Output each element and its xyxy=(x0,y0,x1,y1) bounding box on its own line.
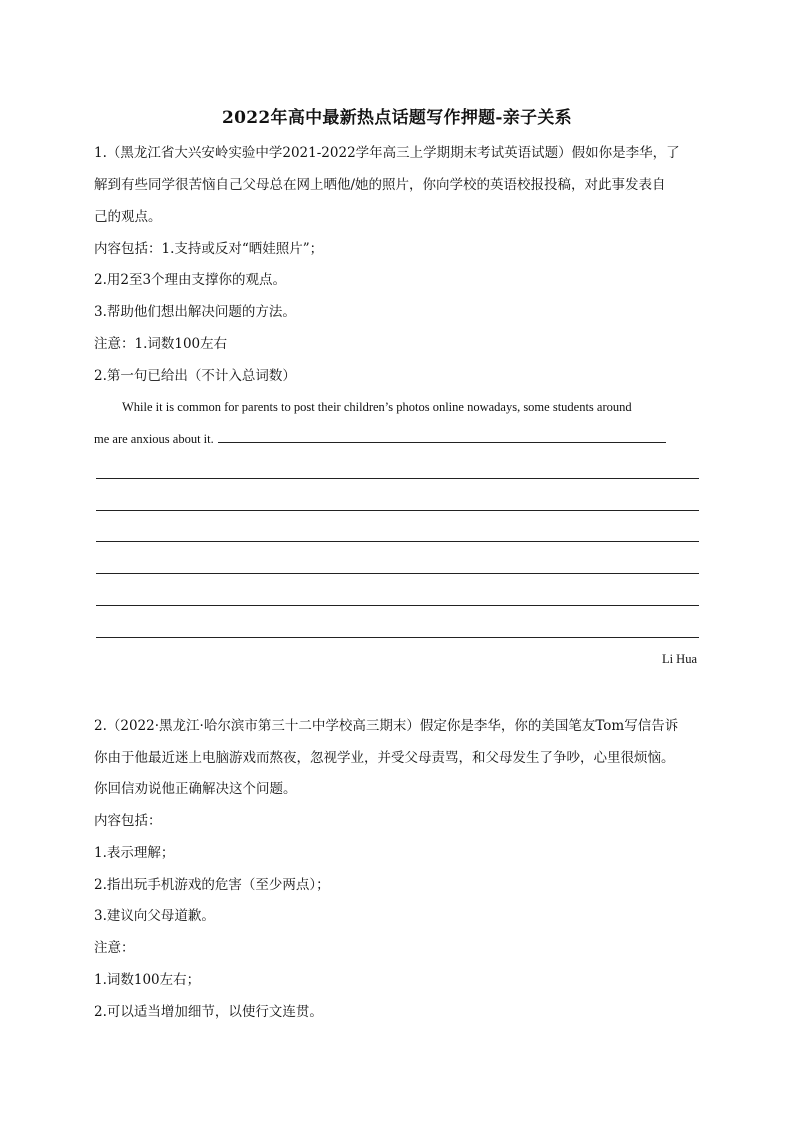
q1-opening-line-1: While it is common for parents to post their children’s photos online nowadays, some students around xyxy=(122,400,632,414)
q2-point-1: 1.表示理解； xyxy=(94,845,175,861)
q1-content-intro: 内容包括：1.支持或反对“晒娃照片”； xyxy=(94,241,324,257)
q1-point-2: 2.用2至3个理由支撑你的观点。 xyxy=(94,272,287,288)
q2-prompt-line-1: 2.（2022·黑龙江·哈尔滨市第三十二中学校高三期末）假定你是李华，你的美国笔友Tom写信告诉 xyxy=(94,718,679,734)
answer-line[interactable] xyxy=(96,573,699,574)
q1-opening-line-2: me are anxious about it. xyxy=(94,432,214,446)
answer-line[interactable] xyxy=(96,478,699,479)
q2-content-intro: 内容包括： xyxy=(94,813,162,829)
q1-note-1: 注意：1.词数100左右 xyxy=(94,336,228,352)
answer-blank-inline[interactable] xyxy=(218,432,666,443)
q2-prompt-line-2: 你由于他最近迷上电脑游戏而熬夜，忽视学业，并受父母责骂，和父母发生了争吵，心里很烦恼。 xyxy=(94,750,675,766)
q2-note-intro: 注意： xyxy=(94,940,135,956)
q2-prompt-line-3: 你回信劝说他正确解决这个问题。 xyxy=(94,781,297,797)
q1-note-2: 2.第一句已给出（不计入总词数） xyxy=(94,368,296,384)
q2-point-3: 3.建议向父母道歉。 xyxy=(94,908,215,924)
answer-line[interactable] xyxy=(96,637,699,638)
q1-prompt-line-3: 己的观点。 xyxy=(94,209,162,225)
signature: Li Hua xyxy=(661,652,697,666)
answer-line[interactable] xyxy=(96,605,699,606)
q1-point-3: 3.帮助他们想出解决问题的方法。 xyxy=(94,304,296,320)
q1-opening-line-2-wrap xyxy=(94,429,666,449)
page-title: 2022年高中最新热点话题写作押题-亲子关系 xyxy=(222,108,572,128)
answer-line[interactable] xyxy=(96,541,699,542)
q2-note-2: 2.可以适当增加细节，以使行文连贯。 xyxy=(94,1004,323,1020)
q2-note-1: 1.词数100左右； xyxy=(94,972,201,988)
q1-prompt-line-2: 解到有些同学很苦恼自己父母总在网上晒他/她的照片，你向学校的英语校报投稿，对此事发表自 xyxy=(94,177,666,193)
q1-prompt-line-1: 1.（黑龙江省大兴安岭实验中学2021-2022学年高三上学期期末考试英语试题）假如你是李华，了 xyxy=(94,145,680,161)
answer-line[interactable] xyxy=(96,510,699,511)
q2-point-2: 2.指出玩手机游戏的危害（至少两点）； xyxy=(94,877,330,893)
